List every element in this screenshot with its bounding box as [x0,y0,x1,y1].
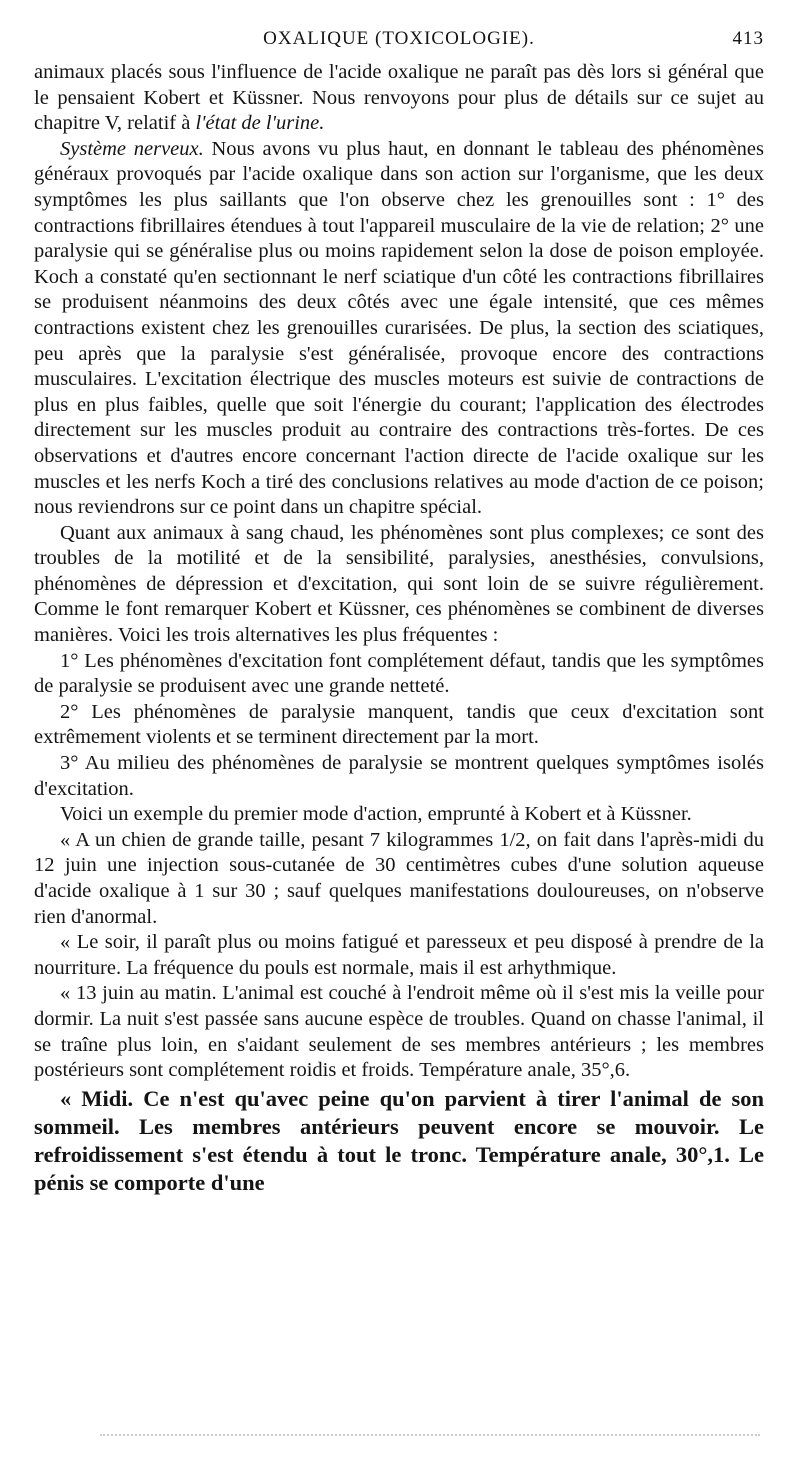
paragraph-exemple: Voici un exemple du premier mode d'action, emprunté à Kobert et à Küssner. [60,803,692,826]
paragraph-continuation: animaux placés sous l'influence de l'acide oxalique ne paraît pas dès lors si général que le pensaient Kobert et Küssner. Nous renvoyons pour plus de détails sur ce sujet au chapitre V, relatif à l'état de l'urine. [34,61,764,135]
body-text [34,60,764,1197]
paragraph-systeme-nerveux: Système nerveux. Nous avons vu plus haut, en donnant le tableau des phénomènes généraux provoqués par l'acide oxalique dans son action sur l'organisme, que les deux symptômes les plus saillants que l'on observe chez les grenouilles sont : 1° des contractions fibrillaires étendues à tout l'appareil musculaire de la vie de relation; 2° une paralysie qui se généralise plus ou moins rapidement selon la dose de poison employée. Koch a constaté qu'en sectionnant le nerf sciatique d'un côté les contractions fibrillaires se produisent néanmoins des deux côtés avec une égale intensité, que ces mêmes contractions existent chez les grenouilles curarisées. De plus, la section des sciatiques, peu après que la paralysie s'est généralisée, provoque encore des contractions musculaires. L'excitation électrique des muscles moteurs est suivie de contractions de plus en plus faibles, quelle que soit l'énergie du courant; l'application des électrodes directement sur les muscles produit au contraire des contractions très-fortes. De ces observations et d'autres encore concernant l'action directe de l'acide oxalique sur les muscles et les nerfs Koch a tiré des conclusions relatives au mode d'action de ce poison; nous reviendrons sur ce point dans un chapitre spécial. [34,137,765,519]
quote-paragraph-13-juin: « 13 juin au matin. L'animal est couché à l'endroit même où il s'est mis la veille pour dormir. La nuit s'est passée sans aucune espèce de troubles. Quand on chasse l'animal, il se traîne plus loin, en s'aidant seulement de ses membres antérieurs ; les membres postérieurs sont complétement roidis et froids. Température anale, 35°,6. [34,982,764,1082]
running-title: OXALIQUE (TOXICOLOGIE). [263,28,535,49]
paragraph-animaux-sang-chaud: Quant aux animaux à sang chaud, les phénomènes sont plus complexes; ce sont des troubles de la motilité et de la sensibilité, paralysies, anesthésies, convulsions, phénomènes de dépression et d'excitation, qui sont loin de se suivre régulièrement. Comme le font remarquer Kobert et Küssner, ces phénomènes se combinent de diverses manières. Voici les trois alternatives les plus fréquentes : [34,521,764,647]
italic-reference: l'état de l'urine. [195,112,325,135]
quote-paragraph-soir: « Le soir, il paraît plus ou moins fatigué et paresseux et peu disposé à prendre de la nourriture. La fréquence du pouls est normale, mais il est arhythmique. [34,931,764,979]
quote-paragraph-midi: « Midi. Ce n'est qu'avec peine qu'on parvient à tirer l'animal de son sommeil. Les membres antérieurs peuvent encore se mouvoir. Le refroidissement s'est étendu à tout le tronc. Température anale, 30°,1. Le pénis se comporte d'une [34,1085,764,1195]
section-label: Système nerveux. [60,137,204,160]
list-item-3: 3° Au milieu des phénomènes de paralysie se montrent quelques symptômes isolés d'excitation. [34,752,764,800]
list-item-1: 1° Les phénomènes d'excitation font complétement défaut, tandis que les symptômes de paralysie se produisent avec une grande netteté. [34,649,764,698]
list-item-2: 2° Les phénomènes de paralysie manquent, tandis que ceux d'excitation sont extrêmement violents et se terminent directement par la mort. [34,700,764,749]
quote-paragraph-12-juin: « A un chien de grande taille, pesant 7 kilogrammes 1/2, on fait dans l'après-midi du 12 juin une injection sous-cutanée de 30 centimètres cubes d'une solution aqueuse d'acide oxalique à 1 sur 30 ; sauf quelques manifestations douloureuses, on n'observe rien d'anormal. [34,828,764,928]
bottom-scan-noise [100,1434,760,1438]
page-number: 413 [732,28,764,49]
running-header [34,28,764,58]
